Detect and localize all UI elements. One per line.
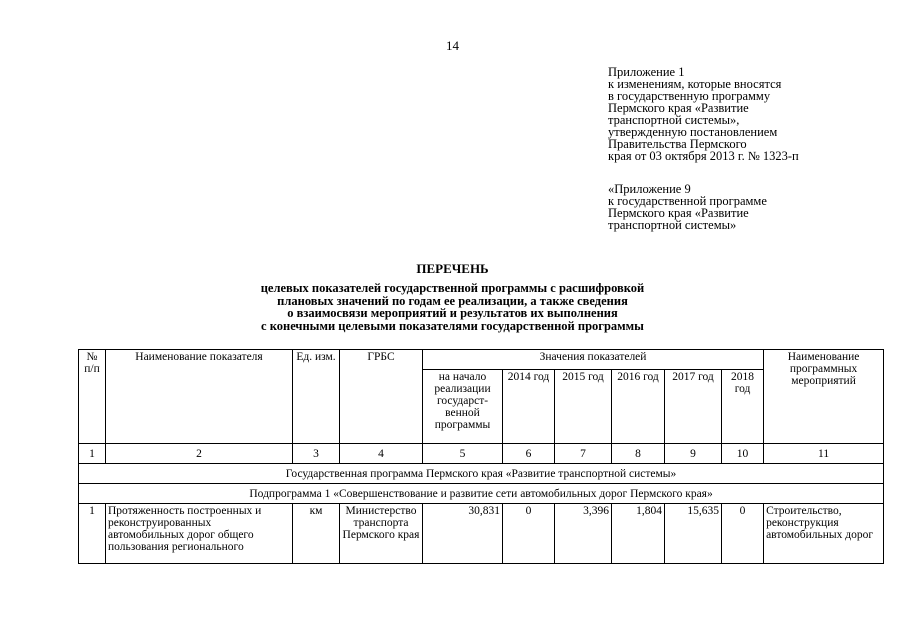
column-number: 5: [423, 444, 503, 464]
program-row: [79, 464, 884, 484]
header-grbs: ГРБС: [340, 350, 423, 444]
row-number: 1: [79, 504, 106, 564]
appendix-9-line: к государственной программе: [608, 194, 767, 208]
indicator-name: Протяженность построенных и реконструированных автомобильных дорог общего пользования регионального: [106, 504, 293, 564]
header-measures: Наименование программных мероприятий: [764, 350, 884, 444]
header-year-2014: 2014 год: [503, 370, 555, 444]
subprogram-title: Подпрограмма 1 «Совершенствование и развитие сети автомобильных дорог Пермского края»: [79, 484, 884, 504]
header-year-2018: 2018 год: [722, 370, 764, 444]
document-title: ПЕРЕЧЕНЬ: [416, 261, 489, 276]
appendix-1-note: [608, 66, 799, 162]
appendix-9-note: [608, 183, 767, 231]
start-value-cell: 30,831: [423, 504, 503, 564]
indicators-table: [78, 349, 884, 564]
column-number: 4: [340, 444, 423, 464]
column-number: 2: [106, 444, 293, 464]
value-2017-cell: 15,635: [665, 504, 722, 564]
appendix-1-line: Пермского края «Развитие: [608, 101, 749, 115]
page-number: 14: [446, 38, 459, 53]
column-number: 11: [764, 444, 884, 464]
value-2016-cell: 1,804: [612, 504, 665, 564]
appendix-1-line: края от 03 октября 2013 г. № 1323-п: [608, 149, 799, 163]
value-2014-cell: 0: [503, 504, 555, 564]
value-2015-cell: 3,396: [555, 504, 612, 564]
subtitle-line: плановых значений по годам ее реализации, а также сведения: [277, 293, 628, 308]
subtitle-line: о взаимосвязи мероприятий и результатов их выполнения: [287, 306, 618, 320]
header-no: № п/п: [79, 350, 106, 444]
appendix-9-line: Пермского края «Развитие: [608, 206, 749, 220]
column-number: 3: [293, 444, 340, 464]
header-year-2015: 2015 год: [555, 370, 612, 444]
header-indicator-name: Наименование показателя: [106, 350, 293, 444]
column-number: 9: [665, 444, 722, 464]
header-year-2016: 2016 год: [612, 370, 665, 444]
table-row: [79, 504, 884, 564]
header-start-value: на начало реализации государст-венной программы: [423, 370, 503, 444]
subtitle-line: целевых показателей государственной программы с расшифровкой: [260, 281, 645, 295]
grbs-cell: Министерство транспорта Пермского края: [340, 504, 423, 564]
header-year-2017: 2017 год: [665, 370, 722, 444]
column-number: 10: [722, 444, 764, 464]
unit-cell: км: [293, 504, 340, 564]
header-row: [79, 350, 884, 370]
appendix-9-line: транспортной системы»: [608, 218, 737, 232]
subtitle-line: с конечными целевыми показателями государственной программы: [261, 318, 644, 333]
appendix-1-line: утвержденную постановлением: [608, 125, 778, 139]
measures-cell: Строительство, реконструкция автомобильных дорог: [764, 504, 884, 564]
appendix-1-line: Приложение 1: [608, 65, 685, 79]
appendix-1-line: Правительства Пермского: [608, 137, 747, 151]
column-number: 7: [555, 444, 612, 464]
program-title: Государственная программа Пермского края «Развитие транспортной системы»: [79, 464, 884, 484]
appendix-1-line: к изменениям, которые вносятся: [608, 77, 782, 91]
appendix-1-line: транспортной системы»,: [608, 113, 740, 127]
document-subtitle: [0, 282, 905, 332]
appendix-1-line: в государственную программу: [608, 89, 771, 103]
column-number: 8: [612, 444, 665, 464]
column-number-row: [79, 444, 884, 464]
value-2018-cell: 0: [722, 504, 764, 564]
subprogram-row: [79, 484, 884, 504]
column-number: 1: [79, 444, 106, 464]
appendix-9-line: «Приложение 9: [608, 182, 691, 196]
header-values-group: Значения показателей: [423, 350, 764, 370]
header-unit: Ед. изм.: [293, 350, 340, 444]
column-number: 6: [503, 444, 555, 464]
